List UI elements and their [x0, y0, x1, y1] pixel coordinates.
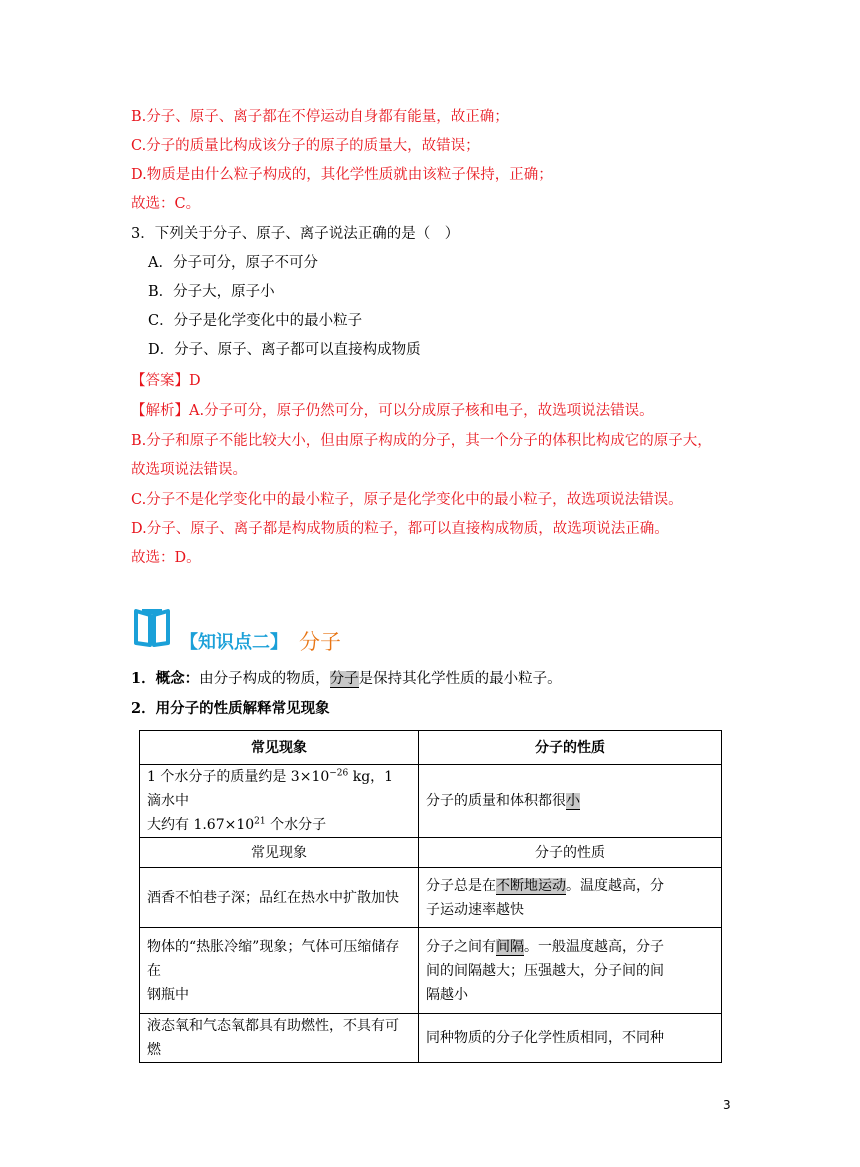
- page-number: 3: [723, 1098, 731, 1112]
- header-phenomenon: 常见现象: [140, 731, 419, 765]
- row3-property: 分子总是在不断地运动。温度越高，分 子运动速率越快: [419, 868, 722, 928]
- table-row: [140, 838, 722, 868]
- book-icon: [133, 607, 171, 647]
- analysis-line-4: C.分子不是化学变化中的最小粒子，原子是化学变化中的最小粒子，故选项说法错误。: [131, 492, 683, 508]
- question-3-stem: 3．下列关于分子、原子、离子说法正确的是（ ）: [131, 226, 460, 242]
- concept-label: 1．概念：: [131, 670, 200, 687]
- concept-line: [131, 669, 562, 689]
- row3-phenomenon: 酒香不怕巷子深；品红在热水中扩散加快: [140, 868, 419, 928]
- prev-answer-choice: 故选：C。: [131, 196, 201, 212]
- row1-property: 分子的质量和体积都很小: [419, 765, 722, 838]
- analysis-line-2: B.分子和原子不能比较大小，但由原子构成的分子，其一个分子的体积比构成它的原子大，: [131, 433, 712, 449]
- knowledge-title: 分子: [299, 630, 341, 654]
- concept-post: 是保持其化学性质的最小粒子。: [358, 671, 562, 687]
- prev-answer-b: B.分子、原子、离子都在不停运动自身都有能量，故正确；: [131, 109, 509, 125]
- option-d: D．分子、原子、离子都可以直接构成物质: [148, 342, 421, 358]
- table-row: [140, 765, 722, 838]
- header-property: 分子的性质: [419, 731, 722, 765]
- molecule-properties-table: [139, 730, 722, 1063]
- prev-answer-d: D.物质是由什么粒子构成的，其化学性质就由该粒子保持，正确；: [131, 167, 553, 183]
- concept-pre: 由分子构成的物质，: [199, 671, 330, 687]
- row2-phenomenon: 常见现象: [140, 838, 419, 868]
- table-row: [140, 868, 722, 928]
- highlight-small: 小: [566, 793, 580, 809]
- table-row: [140, 1014, 722, 1063]
- answer-line: 【答案】D: [131, 373, 201, 389]
- row1-phenomenon: 1 个水分子的质量约是 $3\times 10^{-26}$ kg，1 滴水中 大约有 $1.67\times 10^{21}$ 个水分子: [140, 765, 419, 838]
- row5-phenomenon: 液态氧和气态氧都具有助燃性，不具有可燃: [140, 1014, 419, 1063]
- row4-phenomenon: 物体的“热胀冷缩”现象；气体可压缩储存在 钢瓶中: [140, 928, 419, 1014]
- analysis-line-3: 故选项说法错误。: [131, 462, 247, 478]
- concept-highlight: 分子: [329, 671, 359, 687]
- analysis-line-1: 【解析】A.分子可分，原子仍然可分，可以分成原子核和电子，故选项说法错误。: [131, 403, 654, 419]
- highlight-gap: 间隔: [496, 938, 524, 955]
- table-row: [140, 731, 722, 765]
- section-2-heading: 2．用分子的性质解释常见现象: [131, 700, 330, 717]
- table-row: [140, 928, 722, 1014]
- analysis-line-6: 故选：D。: [131, 550, 201, 566]
- option-b: B．分子大，原子小: [148, 284, 275, 300]
- option-a: A．分子可分，原子不可分: [148, 255, 318, 271]
- option-c: C．分子是化学变化中的最小粒子: [148, 313, 363, 329]
- row2-property: 分子的性质: [419, 838, 722, 868]
- prev-answer-c: C.分子的质量比构成该分子的原子的质量大，故错误；: [131, 138, 480, 154]
- highlight-motion: 不断地运动: [496, 877, 566, 894]
- knowledge-bracket: 【知识点二】: [180, 632, 288, 653]
- row5-property: 同种物质的分子化学性质相同，不同种: [419, 1014, 722, 1063]
- row4-property: 分子之间有间隔。一般温度越高，分子 间的间隔越大；压强越大，分子间的间 隔越小: [419, 928, 722, 1014]
- analysis-line-5: D.分子、原子、离子都是构成物质的粒子，都可以直接构成物质，故选项说法正确。: [131, 521, 669, 537]
